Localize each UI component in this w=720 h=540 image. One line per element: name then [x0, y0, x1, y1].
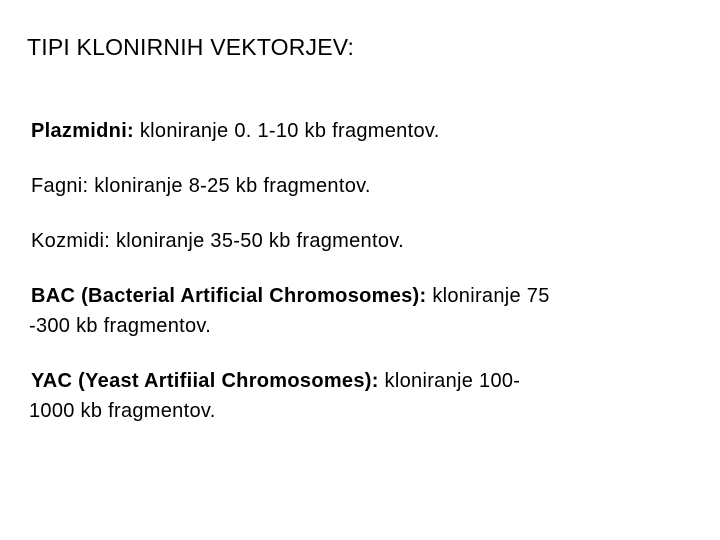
item-text: kloniranje 100- [378, 370, 521, 392]
item-text: : kloniranje 8-25 kb fragmentov. [82, 175, 371, 197]
list-item-phages [31, 171, 671, 201]
item-term: BAC (Bacterial Artificial Chromosomes): [31, 285, 427, 307]
item-continuation: 1000 kb fragmentov. [29, 400, 216, 422]
item-term: Kozmidi [31, 230, 105, 252]
item-text: kloniranje 75 [426, 285, 550, 307]
item-text: kloniranje 0. 1-10 kb fragmentov. [134, 120, 440, 142]
list-item-plasmids [31, 116, 671, 146]
list-item-yac [31, 366, 671, 426]
list-item-bac [31, 281, 671, 341]
item-term: Plazmidni: [31, 120, 135, 142]
item-text: : kloniranje 35-50 kb fragmentov. [104, 230, 404, 252]
item-continuation: -300 kb fragmentov. [29, 315, 212, 337]
item-term: Fagni [31, 175, 83, 197]
list-item-cosmids [31, 226, 671, 256]
vector-list [31, 116, 671, 426]
slide-title: TIPI KLONIRNIH VEKTORJEV: [27, 34, 355, 60]
item-term: YAC (Yeast Artifiial Chromosomes): [31, 370, 379, 392]
